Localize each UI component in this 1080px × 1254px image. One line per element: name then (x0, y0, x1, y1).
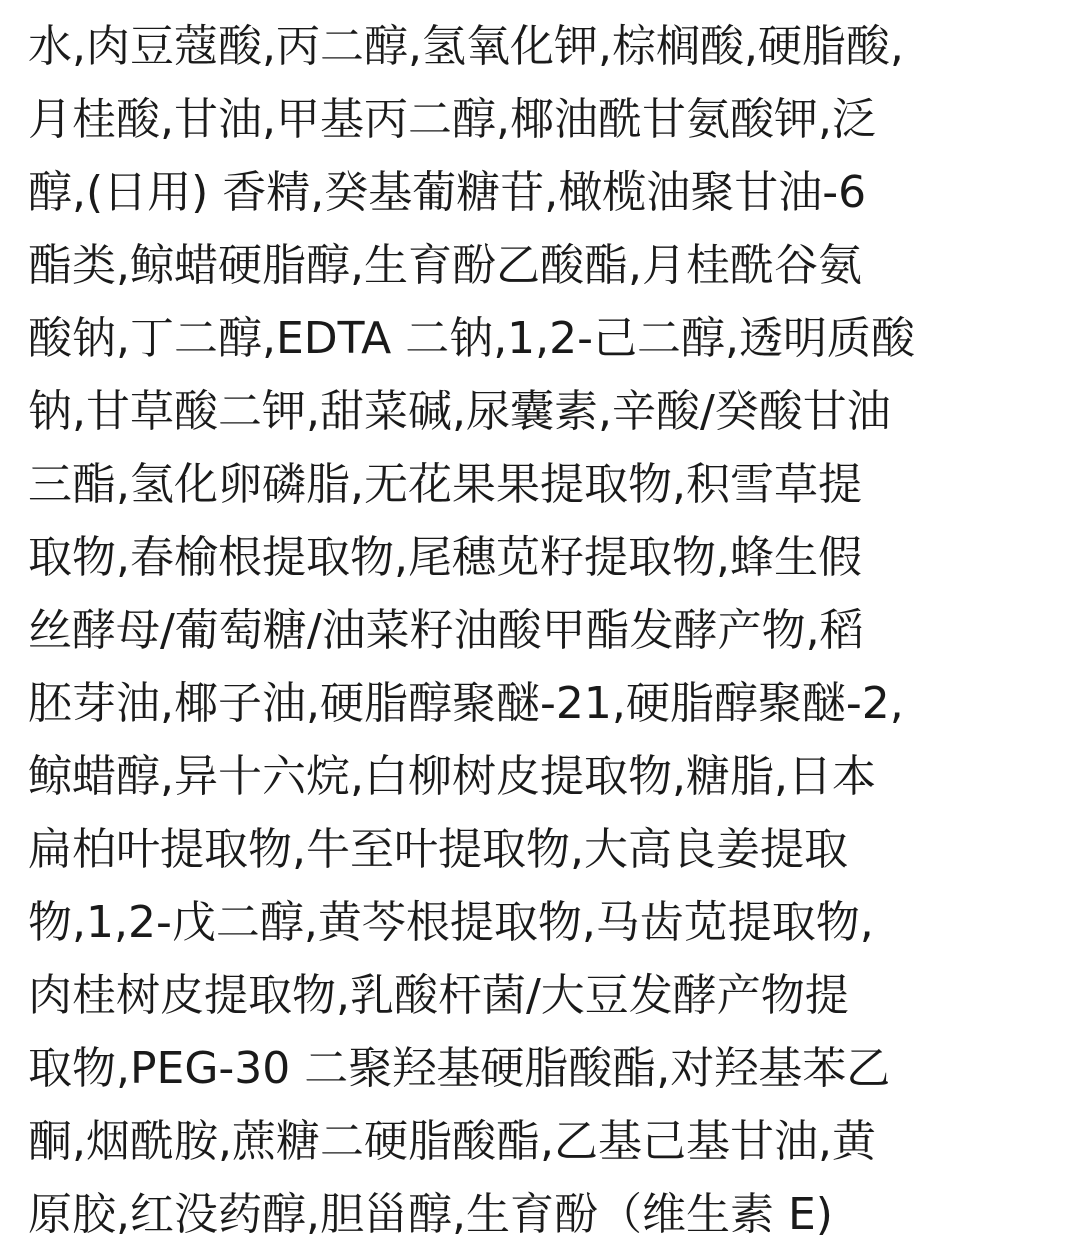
ingredient-line: 原胶,红没药醇,胆甾醇,生育酚（维生素 E) (28, 1189, 833, 1240)
ingredient-line: 物,1,2-戊二醇,黄芩根提取物,马齿苋提取物, (28, 897, 874, 948)
ingredient-line: 酸钠,丁二醇,EDTA 二钠,1,2-己二醇,透明质酸 (28, 313, 916, 364)
ingredient-line: 取物,PEG-30 二聚羟基硬脂酸酯,对羟基苯乙 (28, 1043, 891, 1094)
ingredient-list-text (28, 10, 1068, 1251)
ingredient-line: 酯类,鲸蜡硬脂醇,生育酚乙酸酯,月桂酰谷氨 (28, 240, 862, 291)
ingredient-line: 丝酵母/葡萄糖/油菜籽油酸甲酯发酵产物,稻 (28, 605, 864, 656)
ingredient-line: 水,肉豆蔻酸,丙二醇,氢氧化钾,棕榈酸,硬脂酸, (28, 21, 904, 72)
ingredient-line: 月桂酸,甘油,甲基丙二醇,椰油酰甘氨酸钾,泛 (28, 94, 876, 145)
ingredient-line: 鲸蜡醇,异十六烷,白柳树皮提取物,糖脂,日本 (28, 751, 876, 802)
ingredient-line: 钠,甘草酸二钾,甜菜碱,尿囊素,辛酸/癸酸甘油 (28, 386, 891, 437)
ingredient-line: 扁柏叶提取物,牛至叶提取物,大高良姜提取 (28, 824, 848, 875)
ingredient-line: 三酯,氢化卵磷脂,无花果果提取物,积雪草提 (28, 459, 862, 510)
ingredient-line: 肉桂树皮提取物,乳酸杆菌/大豆发酵产物提 (28, 970, 849, 1021)
ingredient-line: 取物,春榆根提取物,尾穗苋籽提取物,蜂生假 (28, 532, 862, 583)
ingredient-line: 醇,(日用) 香精,癸基葡糖苷,橄榄油聚甘油-6 (28, 167, 867, 218)
ingredient-line: 酮,烟酰胺,蔗糖二硬脂酸酯,乙基己基甘油,黄 (28, 1116, 876, 1167)
ingredient-line: 胚芽油,椰子油,硬脂醇聚醚-21,硬脂醇聚醚-2, (28, 678, 904, 729)
